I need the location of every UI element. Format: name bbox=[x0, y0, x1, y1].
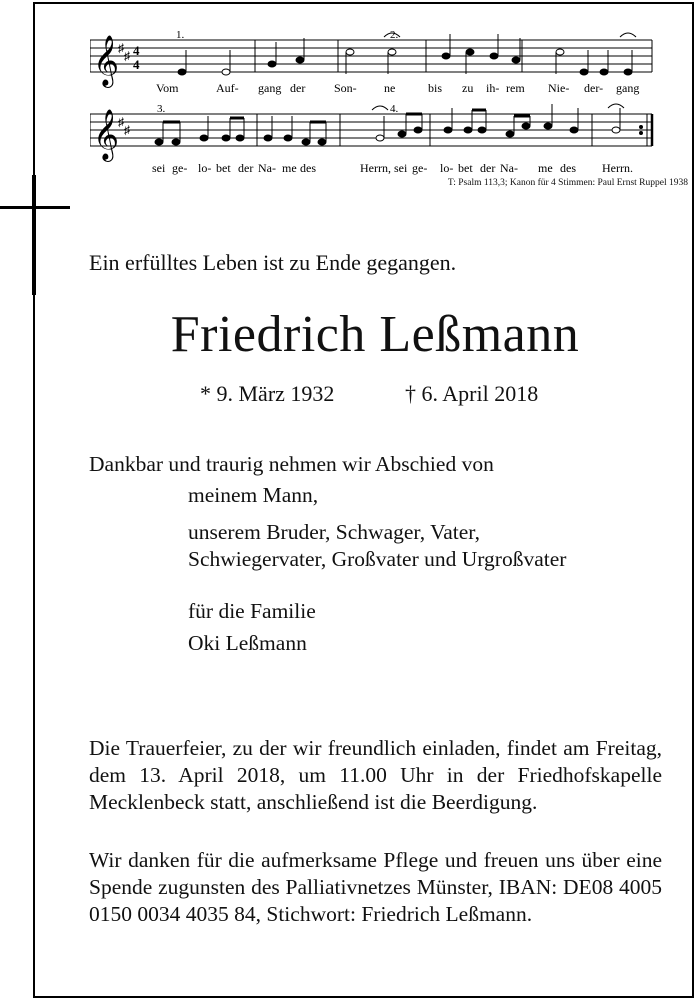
svg-text:♯: ♯ bbox=[118, 41, 124, 55]
farewell-line: Schwiegervater, Großvater und Urgroßvater bbox=[188, 547, 567, 571]
funeral-info: Die Trauerfeier, zu der wir freundlich einladen, findet am Freitag, dem 13. April 2018, um 11.00 Uhr in der Friedhofskapelle Mecklenbeck statt, anschließend ist die Beerdigung. bbox=[89, 736, 662, 814]
cross-icon bbox=[32, 175, 36, 295]
verse-number-2: 2. bbox=[390, 29, 399, 41]
lyric-syllable: rem bbox=[506, 81, 525, 95]
birth-date: * 9. März 1932 bbox=[200, 381, 335, 406]
farewell-line: unserem Bruder, Schwager, Vater, bbox=[188, 520, 480, 544]
verse-number-3: 3. bbox=[157, 103, 166, 115]
svg-text:𝄞: 𝄞 bbox=[93, 35, 120, 86]
song-credit: T: Psalm 113,3; Kanon für 4 Stimmen: Paul Ernst Ruppel 1938 bbox=[447, 178, 688, 188]
music-score bbox=[90, 28, 660, 193]
lyric-syllable: des bbox=[300, 161, 316, 175]
lyric-syllable: Na- bbox=[500, 161, 518, 175]
lyric-syllable: zu bbox=[462, 81, 474, 95]
lyric-syllable: me bbox=[282, 161, 297, 175]
verse-number-1: 1. bbox=[176, 29, 185, 41]
svg-text:♯: ♯ bbox=[124, 123, 130, 137]
lyric-syllable: der bbox=[290, 81, 306, 95]
lyric-syllable: ge- bbox=[412, 161, 428, 175]
lyric-syllable: Vom bbox=[156, 81, 179, 95]
lyric-syllable: Herrn, bbox=[360, 161, 391, 175]
cross-icon-bar bbox=[0, 206, 70, 209]
svg-text:♯: ♯ bbox=[124, 49, 130, 63]
family-label: für die Familie bbox=[188, 599, 316, 623]
lyric-syllable: gang bbox=[616, 81, 640, 95]
lyric-syllable: ge- bbox=[172, 161, 188, 175]
lyric-syllable: sei bbox=[394, 161, 408, 175]
lyric-syllable: ih- bbox=[486, 81, 500, 95]
lyric-syllable: bet bbox=[216, 161, 231, 175]
lyric-syllable: ne bbox=[384, 81, 396, 95]
lyric-syllable: gang bbox=[258, 81, 282, 95]
farewell-line: meinem Mann, bbox=[188, 483, 319, 507]
family-name: Oki Leßmann bbox=[188, 631, 307, 655]
lyric-syllable: bis bbox=[428, 81, 443, 95]
lyric-syllable: lo- bbox=[440, 161, 454, 175]
death-date: † 6. April 2018 bbox=[405, 381, 539, 406]
lyric-syllable: bet bbox=[458, 161, 473, 175]
lyric-syllable: Herrn. bbox=[602, 161, 633, 175]
farewell-line: Dankbar und traurig nehmen wir Abschied von bbox=[89, 452, 494, 476]
lyric-syllable: Na- bbox=[258, 161, 276, 175]
lyric-syllable: me bbox=[538, 161, 553, 175]
lyric-syllable: der- bbox=[584, 81, 604, 95]
svg-text:𝄞: 𝄞 bbox=[93, 109, 120, 160]
lyric-syllable: lo- bbox=[198, 161, 212, 175]
lyric-syllable: der bbox=[238, 161, 254, 175]
lyric-syllable: des bbox=[560, 161, 576, 175]
deceased-name: Friedrich Leßmann bbox=[170, 306, 580, 363]
lyric-syllable: Nie- bbox=[548, 81, 570, 95]
svg-text:♯: ♯ bbox=[118, 115, 124, 129]
lyric-syllable: Son- bbox=[334, 81, 357, 95]
svg-text:4: 4 bbox=[133, 57, 140, 72]
lyric-syllable: sei bbox=[152, 161, 166, 175]
verse-number-4: 4. bbox=[390, 103, 399, 115]
lyric-syllable: der bbox=[480, 161, 496, 175]
lyric-syllable: Auf- bbox=[216, 81, 239, 95]
svg-text:4: 4 bbox=[133, 43, 140, 58]
intro-line: Ein erfülltes Leben ist zu Ende gegangen. bbox=[89, 250, 457, 275]
donation-info: Wir danken für die aufmerksame Pflege und freuen uns über eine Spende zugunsten des Palliativnetzes Münster, IBAN: DE08 4005 0150 0034 4035 84, Stichwort: Friedrich Leßmann. bbox=[89, 848, 662, 926]
